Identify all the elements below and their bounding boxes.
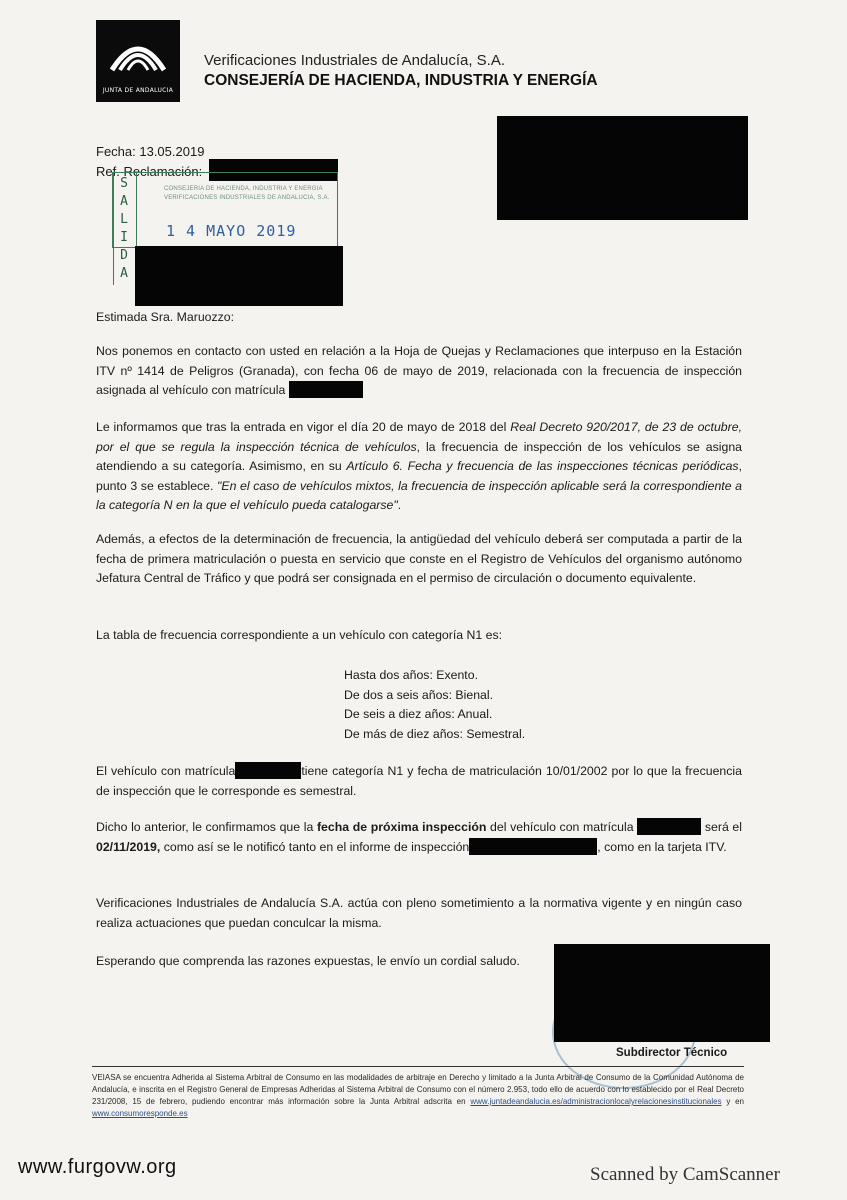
regulation-text-a: Le informamos que tras la entrada en vigor el día 20 de mayo de 2018 del bbox=[96, 420, 511, 434]
frequency-item: De dos a seis años: Bienal. bbox=[344, 687, 494, 702]
paragraph-compliance: Verificaciones Industriales de Andalucía S.A. actúa con pleno sometimiento a la normativa vigente y en ningún caso realiza actuaciones que puedan conculcar la misma. bbox=[96, 896, 742, 930]
paragraph-complaint bbox=[96, 342, 742, 401]
site-watermark: www.furgovw.org bbox=[18, 1156, 177, 1178]
paragraph-complaint-text: Nos ponemos en contacto con usted en relación a la Hoja de Quejas y Reclamaciones que interpuso en la Estación ITV nº 1414 de Peligros (Granada), con fecha 06 de mayo de 2019, relacionada con la frecuencia de inspección asignada al vehículo con matrícula bbox=[96, 344, 742, 397]
stamp-letter: I bbox=[120, 230, 128, 245]
redacted-inspection-report bbox=[469, 838, 597, 855]
frequency-item: Hasta dos años: Exento. bbox=[344, 668, 478, 682]
stamp-line-1: CONSEJERIA DE HACIENDA, INDUSTRIA Y ENERGIA bbox=[164, 186, 323, 192]
next-inspection-text-a: Dicho lo anterior, le confirmamos que la bbox=[96, 820, 317, 834]
redacted-registry-number bbox=[135, 246, 343, 306]
logo-text: JUNTA DE ANDALUCIA bbox=[102, 87, 174, 94]
stamp-letter: L bbox=[120, 212, 128, 227]
stamp-letter: A bbox=[120, 266, 128, 281]
paragraph-closing: Esperando que comprenda las razones expuestas, le envío un cordial saludo. bbox=[96, 954, 520, 968]
stamp-letter: D bbox=[120, 248, 128, 263]
frequency-item: De más de diez años: Semestral. bbox=[344, 726, 526, 741]
redacted-plate bbox=[235, 762, 301, 779]
footer-divider bbox=[92, 1066, 744, 1067]
vehicle-category-text-a: El vehículo con matrícula bbox=[96, 764, 236, 778]
signatory-title: Subdirector Técnico bbox=[616, 1047, 728, 1059]
footer-link-consumo[interactable]: www.consumoresponde.es bbox=[92, 1109, 188, 1118]
next-inspection-label: fecha de próxima inspección bbox=[316, 820, 487, 834]
department-name: CONSEJERÍA DE HACIENDA, INDUSTRIA Y ENERGÍA bbox=[204, 72, 598, 89]
footer-joiner: y en bbox=[721, 1097, 745, 1106]
footer-text: VEIASA se encuentra Adherida al Sistema Arbitral de Consumo en las modalidades de arbitraje en Derecho y limitado a la Junta Arbitral de Consumo de la Comunidad Autónoma de Andalucía, e inscrita en el Registro General de Empresas Adheridas al Sistema Arbitral de Consumo con el número 2.953, todo ello de acuerdo con lo establecido por el Real Decreto 231/2008, 15 de febrero, pudiendo encontrar más información sobre la Junta Arbitral adscrita en bbox=[92, 1073, 744, 1106]
redacted-plate bbox=[289, 381, 363, 398]
frequency-item: De seis a diez años: Anual. bbox=[344, 707, 493, 721]
redacted-plate bbox=[637, 818, 701, 835]
junta-andalucia-logo bbox=[96, 20, 180, 102]
organization-name: Verificaciones Industriales de Andalucía, S.A. bbox=[204, 52, 506, 69]
next-inspection-text-d: será el bbox=[704, 820, 742, 834]
paragraph-regulation bbox=[96, 418, 742, 516]
next-inspection-text-g: , como en la tarjeta ITV. bbox=[597, 839, 727, 854]
legal-footer bbox=[92, 1072, 744, 1120]
paragraph-vehicle-age: Además, a efectos de la determinación de frecuencia, la antigüedad del vehículo deberá ser computada a partir de la fecha de primera matriculación o puesta en servicio que conste en el Registro de Vehículos del organismo autónomo Jefatura Central de Tráfico y que podrá ser consignada en el permiso de circulación o documento equivalente. bbox=[96, 532, 742, 585]
paragraph-next-inspection bbox=[96, 818, 742, 857]
regulation-text-c: , la frecuencia de inspección de los vehículos se asigna atendiendo a su categoría. Asimismo, en su bbox=[96, 439, 742, 473]
next-inspection-date: 02/11/2019, bbox=[96, 839, 161, 854]
next-inspection-text-c: del vehículo con matrícula bbox=[486, 820, 634, 834]
letter-date: Fecha: 13.05.2019 bbox=[96, 144, 205, 159]
frequency-list bbox=[344, 666, 525, 744]
redacted-signature bbox=[554, 944, 770, 1042]
logo-arches-icon bbox=[106, 30, 170, 76]
scanner-watermark: Scanned by CamScanner bbox=[590, 1164, 780, 1185]
stamp-letter: S bbox=[120, 176, 128, 191]
stamp-letter: A bbox=[120, 194, 128, 209]
redacted-recipient-address bbox=[497, 116, 748, 220]
regulation-text-e: , punto 3 se establece. bbox=[96, 459, 743, 493]
greeting: Estimada Sra. Maruozzo: bbox=[96, 310, 235, 324]
next-inspection-text-f: como así se le notificó tanto en el informe de inspección bbox=[160, 839, 470, 854]
regulation-quote: "En el caso de vehículos mixtos, la frecuencia de inspección aplicable será la correspondiente a la categoría N en la que el vehículo pueda catalogarse" bbox=[96, 478, 742, 512]
reference-label: Ref. Reclamación: bbox=[96, 164, 203, 179]
paragraph-vehicle-category bbox=[96, 762, 742, 801]
regulation-text-g: . bbox=[397, 498, 402, 512]
regulation-article-title: Artículo 6. Fecha y frecuencia de las inspecciones técnicas periódicas bbox=[346, 459, 739, 473]
paragraph-frequency-intro: La tabla de frecuencia correspondiente a un vehículo con categoría N1 es: bbox=[96, 628, 503, 642]
regulation-decree-title: Real Decreto 920/2017, de 23 de octubre, por el que se regula la inspección técnica de vehículos bbox=[96, 420, 742, 454]
stamp-date: 1 4 MAYO 2019 bbox=[166, 222, 297, 240]
footer-link-junta[interactable]: www.juntadeandalucia.es/administracionlocalyrelacionesinstitucionales bbox=[470, 1097, 722, 1106]
vehicle-category-text-b: tiene categoría N1 y fecha de matriculación 10/01/2002 por lo que la frecuencia de inspección que le corresponde es semestral. bbox=[96, 764, 742, 798]
stamp-line-2: VERIFICACIONES INDUSTRIALES DE ANDALUCIA, S.A. bbox=[164, 195, 330, 201]
